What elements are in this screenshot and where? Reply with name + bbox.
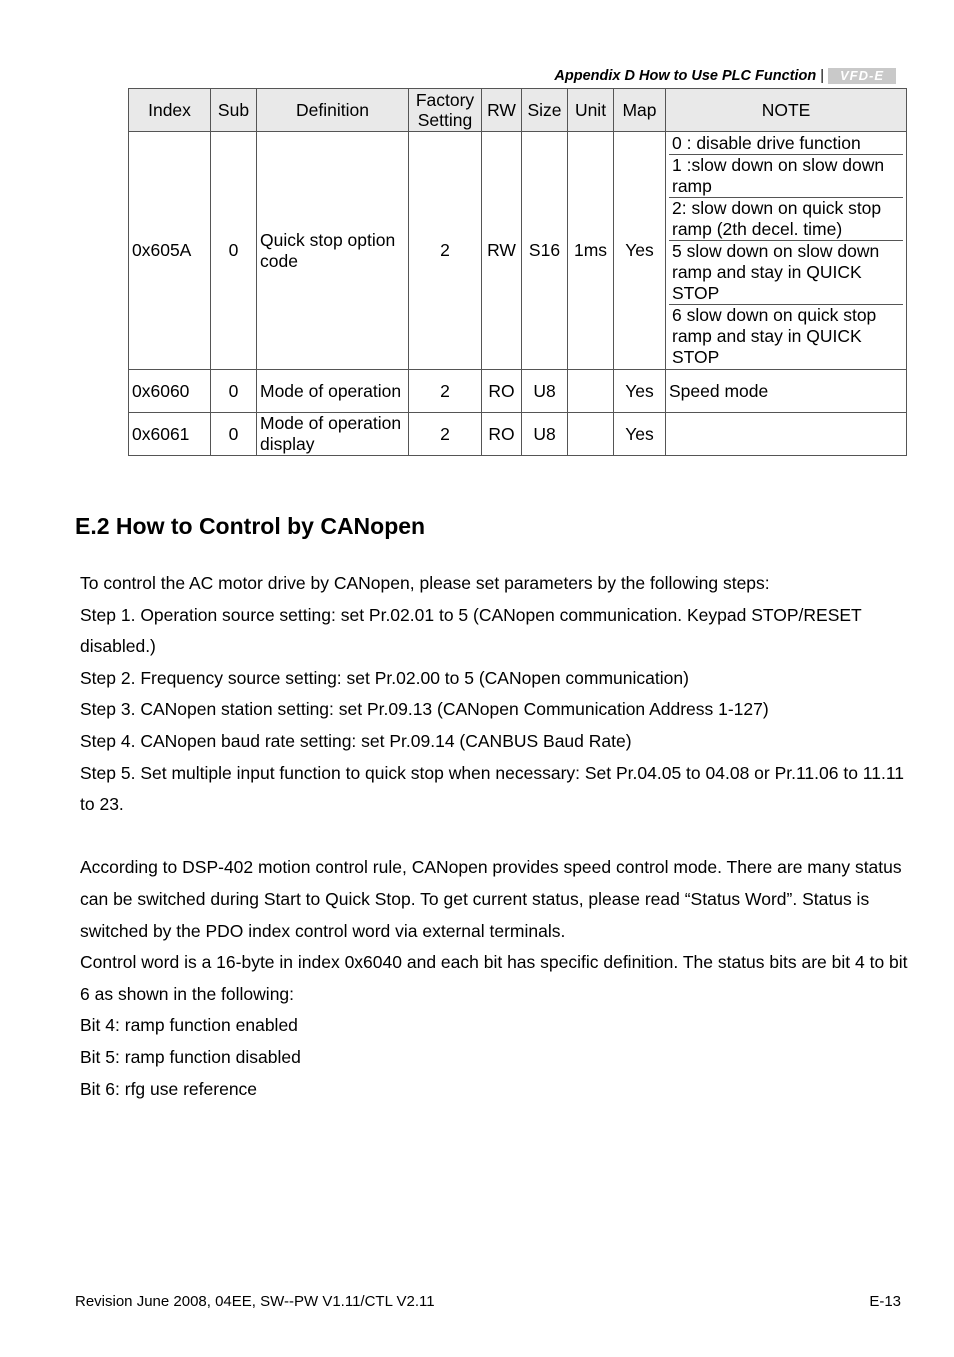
- map-cell: Yes: [614, 370, 666, 413]
- section-heading: E.2 How to Control by CANopen: [75, 513, 426, 539]
- definition-cell: Quick stop option code: [257, 132, 409, 370]
- size-cell: U8: [522, 413, 568, 456]
- footer-revision: Revision June 2008, 04EE, SW--PW V1.11/CTL V2.11: [75, 1293, 435, 1310]
- note-item: 2: slow down on quick stop ramp (2th decel. time): [669, 198, 903, 241]
- body-paragraph: Bit 4: ramp function enabled: [80, 1015, 298, 1036]
- body-paragraph: To control the AC motor drive by CANopen, please set parameters by the following steps:: [80, 573, 770, 593]
- page-header: [554, 68, 896, 84]
- column-header: Index: [129, 89, 211, 132]
- index-cell: 0x6061: [129, 413, 211, 456]
- index-cell: 0x605A: [129, 132, 211, 370]
- rw-cell: RO: [482, 370, 522, 413]
- note-item: 1 :slow down on slow down ramp: [669, 155, 903, 198]
- body-paragraph: Step 2. Frequency source setting: set Pr.02.00 to 5 (CANopen communication): [80, 667, 689, 688]
- size-cell: S16: [522, 132, 568, 370]
- table-row: [129, 413, 907, 456]
- unit-cell: [568, 413, 614, 456]
- column-header: Size: [522, 89, 568, 132]
- column-header: NOTE: [666, 89, 907, 132]
- map-cell: Yes: [614, 413, 666, 456]
- body-paragraph: According to DSP-402 motion control rule, CANopen provides speed control mode. There are many status can be switched during Start to Quick Stop. To get current status, please read “Status Word”. Status is switched by the PDO index control word via external terminals.: [80, 857, 902, 941]
- body-paragraph: Bit 6: rfg use reference: [80, 1078, 258, 1099]
- table-row: [129, 370, 907, 413]
- note-item: 0 : disable drive function: [669, 133, 903, 155]
- sub-cell: 0: [211, 413, 257, 456]
- table-row: [129, 132, 907, 370]
- column-header: Sub: [211, 89, 257, 132]
- body-paragraph: Step 4. CANopen baud rate setting: set Pr.09.14 (CANBUS Baud Rate): [80, 730, 632, 751]
- body-paragraph: Step 3. CANopen station setting: set Pr.09.13 (CANopen Communication Address 1-127): [80, 699, 769, 720]
- header-separator: |: [820, 68, 824, 84]
- note-item: 5 slow down on slow down ramp and stay in QUICK STOP: [669, 241, 903, 305]
- factory-cell: 2: [409, 132, 482, 370]
- body-paragraph: Step 1. Operation source setting: set Pr.02.01 to 5 (CANopen communication. Keypad STOP/RESET disabled.): [80, 604, 862, 657]
- parameter-table: [128, 88, 907, 456]
- note-cell: [666, 413, 907, 456]
- table-header-row: [129, 89, 907, 132]
- note-cell: Speed mode: [666, 370, 907, 413]
- index-cell: 0x6060: [129, 370, 211, 413]
- rw-cell: RW: [482, 132, 522, 370]
- map-cell: Yes: [614, 132, 666, 370]
- size-cell: U8: [522, 370, 568, 413]
- definition-cell: Mode of operation display: [257, 413, 409, 456]
- column-header: Unit: [568, 89, 614, 132]
- body-paragraph: Control word is a 16-byte in index 0x6040 and each bit has specific definition. The status bits are bit 4 to bit 6 as shown in the following:: [80, 952, 908, 1004]
- body-paragraph: Step 5. Set multiple input function to quick stop when necessary: Set Pr.04.05 to 04.08 or Pr.11.06 to 11.11 to 23.: [80, 762, 904, 815]
- column-header: Definition: [257, 89, 409, 132]
- column-header: RW: [482, 89, 522, 132]
- page-number: E-13: [869, 1293, 901, 1310]
- rw-cell: RO: [482, 413, 522, 456]
- unit-cell: 1ms: [568, 132, 614, 370]
- note-cell: [666, 132, 907, 370]
- factory-cell: 2: [409, 413, 482, 456]
- sub-cell: 0: [211, 370, 257, 413]
- definition-cell: Mode of operation: [257, 370, 409, 413]
- body-paragraph: Bit 5: ramp function disabled: [80, 1046, 301, 1067]
- column-header: Map: [614, 89, 666, 132]
- paragraph-gap: [80, 821, 910, 853]
- factory-cell: 2: [409, 370, 482, 413]
- sub-cell: 0: [211, 132, 257, 370]
- unit-cell: [568, 370, 614, 413]
- note-item: 6 slow down on quick stop ramp and stay in QUICK STOP: [672, 305, 877, 367]
- column-header: Factory Setting: [409, 89, 482, 132]
- header-title: Appendix D How to Use PLC Function: [554, 68, 817, 84]
- vfd-e-logo: VFD-E: [828, 68, 896, 84]
- section-body: [80, 568, 910, 1105]
